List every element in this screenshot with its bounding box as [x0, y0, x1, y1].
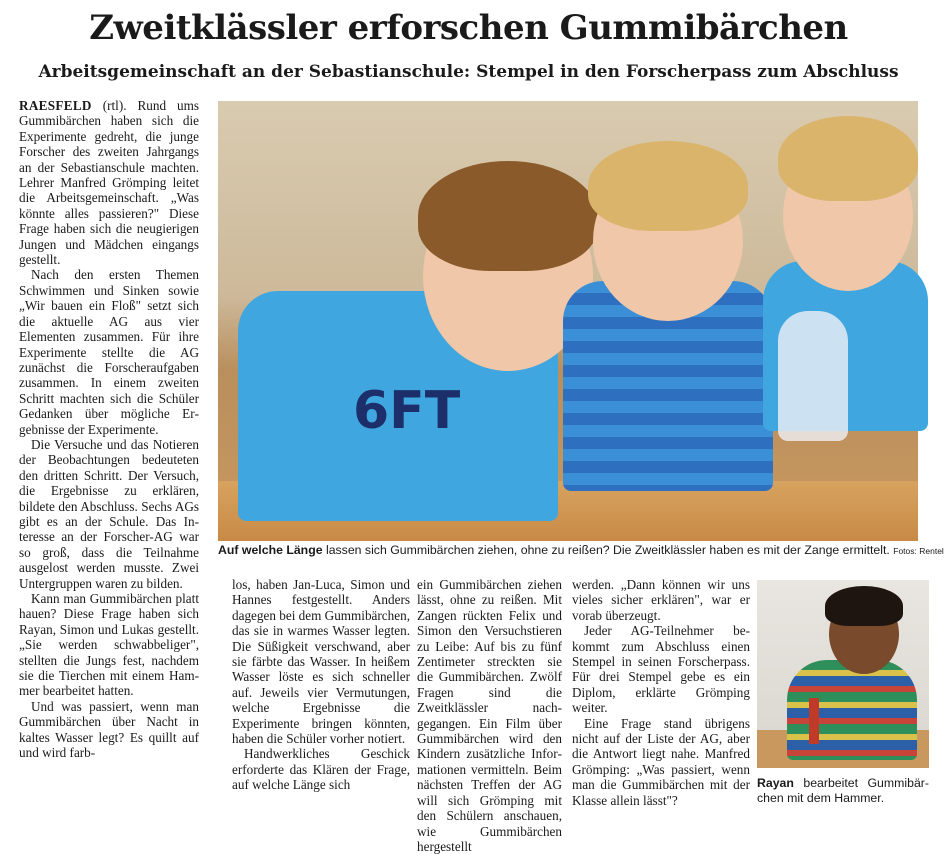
article-column-1 — [19, 98, 199, 818]
paragraph: Nach den ersten Themen Schwimmen und Sinken sowie „Wir bauen ein Floß" setzt sich die aktuelle AG aus vier Elementen zusammen. Für ihre Experimente stellte die AG zunächst die Forscheraufgaben zusammen. In einem zweiten Schritt machten sich die Schüler Gedanken über mögliche Ergebnisse der Experimente. — [19, 267, 199, 437]
article-column-3 — [417, 577, 562, 854]
paragraph: Jeder AG-Teilnehmer bekommt zum Abschluss einen Stempel in seinen Forscherpass. Für drei Stempel gebe es ein Diplom, erklärte Grömping weiter. — [572, 623, 750, 716]
kid-hair — [588, 141, 748, 231]
caption-text: bearbeitet Gummibärchen mit dem Hammer. — [757, 776, 929, 805]
main-photo-caption — [218, 543, 944, 557]
paragraph: Und was passiert, wenn man Gummibärchen über Nacht in kaltes Wasser legt? Es quillt auf und wird farb- — [19, 698, 199, 761]
kid-middle — [558, 131, 778, 491]
dateline-author: (rtl). — [102, 98, 127, 113]
boy-hair — [825, 586, 903, 626]
dateline-city: RAESFELD — [19, 98, 92, 113]
paragraph: Die Versuche und das Notieren der Beobachtungen bedeuteten den dritten Schritt. Der Versuch, die Ergebnisse zu erklären, bildete den Abschluss. Sechs AGs gibt es an der Schule. Das Interesse an der Forscher-AG war so groß, dass die Teilnahme ausgelost werden musste. Zwei Untergruppen waren zu bilden. — [19, 436, 199, 591]
article-column-2 — [232, 577, 410, 818]
paragraph: los, haben Jan-Luca, Simon und Hannes festgestellt. Anders dagegen bei dem Gummibärchen, das sie in warmes Wasser legten. Die Süßigkeit verschwand, aber sie färbte das Wasser. In heißem Wasser löste es sich schneller auf. Jeweils vier Vermutungen, welche Ergebnisse die Experimente bringen könnten, haben die Schüler vorher notiert. — [232, 577, 410, 747]
kid-left — [238, 141, 598, 501]
side-photo-caption — [757, 776, 929, 806]
caption-lead: Rayan — [757, 776, 794, 790]
article-column-4 — [572, 577, 750, 818]
hammer-icon — [809, 698, 819, 744]
headline: Zweitklässler erforschen Gummibärchen — [89, 8, 848, 48]
boy-shirt — [787, 660, 917, 760]
subheadline: Arbeitsgemeinschaft an der Sebastianschule: Stempel in den Forscherpass zum Abschluss — [38, 62, 899, 82]
paragraph: ein Gummibärchen ziehen lässt, ohne zu reißen. Mit Zangen rückten Felix und Simon den Versuchstieren zu Leibe: Auf bis zu fünf Zentimeter streckten sie die Gummibärchen. Zwölf Fragen sind die Zweitklässler nachgegangen. Ein Film über Gummibärchen wird den Kindern zusätzliche Informationen vermitteln. Beim nächsten Treffen der AG will sich Grömping mit den Schülern anschauen, wie Gummibärchen hergestellt — [417, 577, 562, 854]
photo-credit: Fotos: Rentel — [893, 546, 944, 556]
paragraph: Kann man Gummibärchen platt hauen? Diese Frage haben sich Rayan, Simon und Lukas gestellt. „Sie werden schwabbeliger", stellten die Jungs fest, nachdem sie die Tierchen mit einem Hammer bearbeitet hatten. — [19, 591, 199, 699]
shirt-print: 6FT — [353, 381, 461, 441]
gummy-bag — [778, 311, 848, 441]
kid-hair — [778, 116, 918, 201]
caption-text: lassen sich Gummibärchen ziehen, ohne zu reißen? Die Zweitklässler haben es mit der Zange ermittelt. — [322, 543, 890, 557]
side-photo — [757, 580, 929, 768]
paragraph-text: Rund ums Gummibärchen haben sich die Experimente gedreht, die junge Forscher des zweiten Jahrgangs an der Sebastianschule machten. Lehrer Manfred Grömping leitet die Arbeitsgemeinschaft. „Was könnte alles passieren?" Diese Frage haben sich die neugierigen Jungen und Mädchen eingangs gestellt. — [19, 98, 200, 268]
paragraph: Eine Frage stand übrigens nicht auf der Liste der AG, aber die Antwort liegt nahe. Manfred Grömping: „Was passiert, wenn man die Gummibärchen mit der Klasse allein lässt"? — [572, 715, 750, 808]
caption-lead: Auf welche Länge — [218, 543, 323, 557]
main-photo — [218, 101, 918, 535]
paragraph — [19, 98, 199, 267]
paragraph: werden. „Dann können wir uns vieles sicher erklären", war er vorab überzeugt. — [572, 577, 750, 623]
paragraph: Handwerkliches Geschick erforderte das Klären der Frage, auf welche Länge sich — [232, 746, 410, 793]
